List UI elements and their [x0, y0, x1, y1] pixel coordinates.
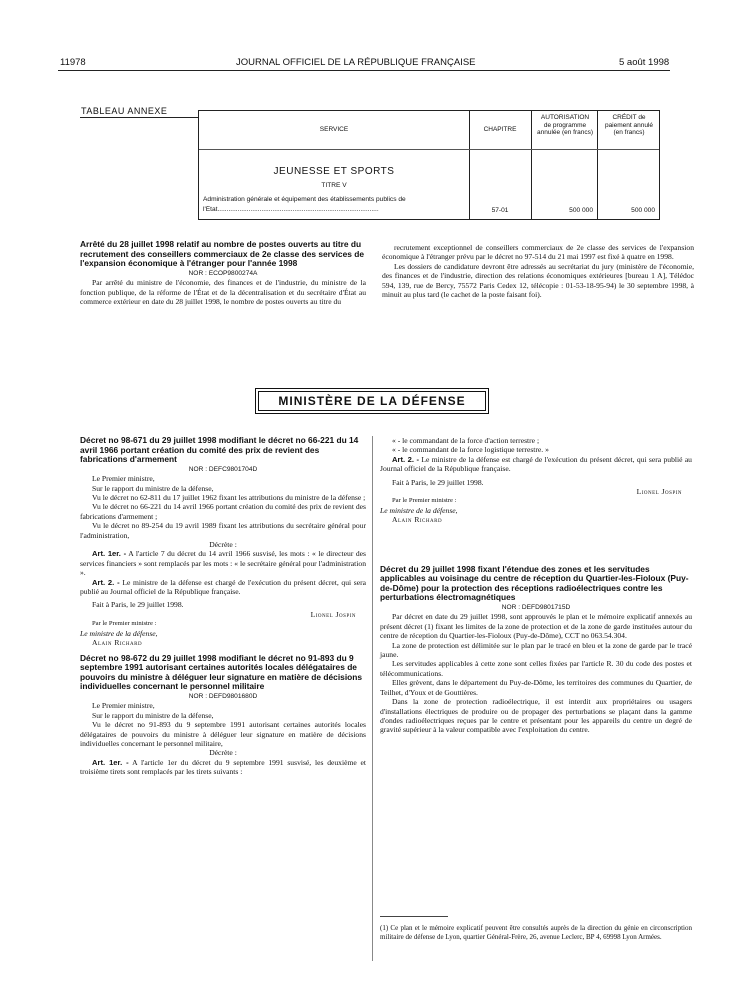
- decret-671-article-2: [80, 578, 366, 597]
- decret-fioloux-paragraph: Elles grèvent, dans le département du Puy-de-Dôme, les territoires des communes du Quartier, de Teilhet, d'Youx et de Gouttières.: [380, 678, 692, 697]
- decret-671-signer: Lionel Jospin: [310, 609, 356, 619]
- journal-title: JOURNAL OFFICIEL DE LA RÉPUBLIQUE FRANÇAISE: [236, 57, 476, 68]
- annex-col-credit: CRÉDIT de paiement annulé (en francs): [604, 114, 654, 136]
- footnote: (1) Ce plan et le mémoire explicatif peuvent être consultés auprès de la direction du génie en circonscription militaire de défense de Lyon, quartier Général-Frère, 26, avenue Leclerc, BP 4, 69998 Lyon Armées.: [380, 924, 692, 941]
- annex-col-service: SERVICE: [319, 126, 349, 133]
- decret-671-decrete: Décrète :: [209, 540, 237, 550]
- annex-col-autorisation: AUTORISATION de programme annulée (en francs): [537, 114, 594, 136]
- arrete-paragraph-3: Les dossiers de candidature devront être adressés au secrétariat du jury (ministère de l'économie, des finances et de l'industrie, direction des relations économiques extérieures [bureau 1 A], Télédoc 594, 139, rue de Bercy, 75572 Paris Cedex 12, télécopie : 01-53-18-95-94) le 30 septembre 1998, à minuit au plus tard (le cachet de la poste faisant foi).: [382, 261, 694, 300]
- header-date: 5 août 1998: [619, 57, 670, 68]
- article-text: Le ministre de la défense est chargé de l'exécution du présent décret, qui sera publié au Journal officiel de la République française.: [80, 577, 366, 597]
- decret-671-title: Décret no 98-671 du 29 juillet 1998 modifiant le décret no 66-221 du 14 avril 1966 portant création du comité des prix de revient des fabrications d'armement: [80, 435, 359, 465]
- decret-fioloux-paragraph: Par décret en date du 29 juillet 1998, sont approuvés le plan et le mémoire explicatif annexés au présent décret (1) fixant les limites de la zone de protection et de la zone de garde instituées autour du centre de réception du Quartier-les-Fioloux (Puy-de-Dôme), CCT no 063.54.304.: [380, 612, 692, 641]
- arrete-right-column: [382, 243, 694, 299]
- annex-titre: TITRE V: [321, 182, 347, 189]
- annex-header-rule: [199, 149, 659, 150]
- annex-section-title: JEUNESSE ET SPORTS: [273, 166, 395, 177]
- footnote-rule: [380, 916, 448, 917]
- article-label: Art. 2. -: [92, 577, 120, 587]
- article-text: A l'article 7 du décret du 14 avril 1966 susvisé, les mots : « le directeur des services financiers » sont remplacés par les mots : « le secrétaire général pour l'administration ».: [80, 549, 366, 578]
- decret-671-line: Vu le décret no 62-811 du 17 juillet 1962 fixant les attributions du ministre de la défense ;: [92, 493, 366, 502]
- left-column-decrees: [80, 436, 366, 777]
- decret-672-line: Vu le décret no 91-893 du 9 septembre 1991 autorisant certaines autorités locales délégataires de pouvoirs du ministre à déléguer leur signature en matière de décisions individuelles concernant le personnel militaire,: [80, 720, 366, 748]
- decret-671-line: Vu le décret no 89-254 du 19 avril 1989 fixant les attributions du secrétaire général pour l'administration,: [80, 521, 366, 540]
- decret-672-title: Décret no 98-672 du 29 juillet 1998 modifiant le décret no 91-893 du 9 septembre 1991 autorisant certaines autorités locales délégataires de pouvoirs du ministre à déléguer leur signature en matière de décisions individuelles concernant le personnel militaire: [80, 652, 363, 692]
- annex-row-chapitre: 57-01: [491, 207, 509, 214]
- decret-671-minister-name: Alain Richard: [92, 638, 143, 648]
- right-column-decrees: [380, 436, 692, 735]
- annex-row-label-1: Administration générale et équipement des établissements publics de: [203, 196, 406, 203]
- decret-672-tiret-1: « - le commandant de la force d'action terrestre ;: [392, 436, 540, 445]
- arrete-title: Arrêté du 28 juillet 1998 relatif au nombre de postes ouverts au titre du recrutement des conseillers commerciaux de 2e classe des services de l'expansion économique à l'étranger pour l'année 1998: [80, 239, 364, 269]
- decret-671-line: Sur le rapport du ministre de la défense,: [92, 483, 214, 493]
- decret-672-minister-title: Le ministre de la défense,: [380, 505, 458, 515]
- annex-col-divider-3: [597, 111, 598, 219]
- header-rule: [58, 70, 670, 71]
- annex-label: TABLEAU ANNEXE: [81, 106, 168, 116]
- decret-672-fait: Fait à Paris, le 29 juillet 1998.: [392, 477, 484, 487]
- arrete-paragraph-2: recrutement exceptionnel de conseillers commerciaux de 2e classe des services de l'expansion économique à l'étranger prévu par le décret no 97-514 du 21 mai 1997 est fixé à quatre en 1998.: [382, 243, 694, 262]
- decret-fioloux-nor: NOR : DEFD9801715D: [501, 604, 571, 612]
- decret-671-line: Vu le décret no 66-221 du 14 avril 1966 portant création du comité des prix de revient des fabrications d'armement ;: [80, 502, 366, 521]
- article-text: A l'article 1er du décret du 9 septembre 1991 susvisé, les deuxième et troisième tirets sont remplacés par les tirets suivants :: [80, 757, 367, 777]
- decret-671-article-1: [80, 549, 366, 577]
- decret-671-line: Le Premier ministre,: [92, 474, 155, 484]
- decret-671-nor: NOR : DEFC9801704D: [188, 465, 258, 473]
- decret-672-tiret-2: « - le commandant de la force logistique terrestre. »: [392, 445, 549, 455]
- decret-fioloux-paragraph: La zone de protection est délimitée sur le plan par le tracé en bleu et la zone de garde par le tracé jaune.: [380, 640, 692, 660]
- decret-672-par: Par le Premier ministre :: [392, 497, 457, 505]
- decret-fioloux-title: Décret du 29 juillet 1998 fixant l'étendue des zones et les servitudes applicables au voisinage du centre de réception du Quartier-les-Fioloux (Puy-de-Dôme) pour la protection des réceptions radioélectriques contre les perturbations électromagnétiques: [380, 563, 689, 603]
- annex-row-autorisation: 500 000: [569, 207, 593, 214]
- column-divider: [372, 436, 373, 961]
- decret-672-nor: NOR : DEFD9801680D: [188, 692, 258, 700]
- decret-672-minister-name: Alain Richard: [392, 515, 443, 525]
- annex-label-rule: [80, 117, 198, 118]
- article-label: Art. 2. -: [392, 454, 420, 464]
- article-text: Le ministre de la défense est chargé de l'exécution du présent décret, qui sera publié au Journal officiel de la République française.: [380, 454, 692, 474]
- annex-col-divider-2: [531, 111, 532, 219]
- decret-672-line: Sur le rapport du ministre de la défense,: [92, 710, 214, 720]
- annex-table: [198, 110, 660, 220]
- article-label: Art. 1er. -: [92, 549, 127, 559]
- decret-fioloux-paragraph: Dans la zone de protection radioélectrique, il est interdit aux propriétaires ou usagers d'installations électriques de produire ou de propager des perturbations se plaçant dans la gamme d'ondes radioélectriques reçues par le centre et présentant pour les appareils du centre un degré de gravité supérieur à la valeur compatible avec l'exploitation du centre.: [380, 697, 692, 735]
- arrete-paragraph-1: Par arrêté du ministre de l'économie, des finances et de l'industrie, du ministre de la fonction publique, de la réforme de l'État et de la décentralisation et du secrétaire d'État au commerce extérieur en date du 28 juillet 1998, le nombre de postes ouverts au titre du: [80, 278, 366, 306]
- page-number: 11978: [60, 57, 86, 68]
- annex-row-label-2: l'État........................................................................................: [203, 206, 379, 213]
- annex-row-credit: 500 000: [631, 207, 655, 214]
- decret-671-par: Par le Premier ministre :: [92, 620, 157, 628]
- annex-col-chapitre: CHAPITRE: [483, 126, 517, 133]
- ministry-heading: MINISTÈRE DE LA DÉFENSE: [258, 391, 486, 411]
- decret-672-article-1: [80, 758, 366, 777]
- decret-672-article-2: [380, 455, 692, 474]
- decret-671-fait: Fait à Paris, le 29 juillet 1998.: [92, 600, 184, 610]
- decret-671-minister-title: Le ministre de la défense,: [80, 628, 158, 638]
- arrete-nor: NOR : ECOP9800274A: [188, 269, 258, 277]
- arrete-left-column: [80, 240, 366, 306]
- decret-fioloux-paragraph: Les servitudes applicables à cette zone sont celles fixées par l'article R. 30 du code des postes et télécommunications.: [380, 659, 692, 678]
- decret-672-decrete: Décrète :: [209, 748, 237, 758]
- article-label: Art. 1er. -: [92, 757, 129, 767]
- decret-672-signer: Lionel Jospin: [636, 487, 682, 497]
- decret-672-line: Le Premier ministre,: [92, 701, 155, 711]
